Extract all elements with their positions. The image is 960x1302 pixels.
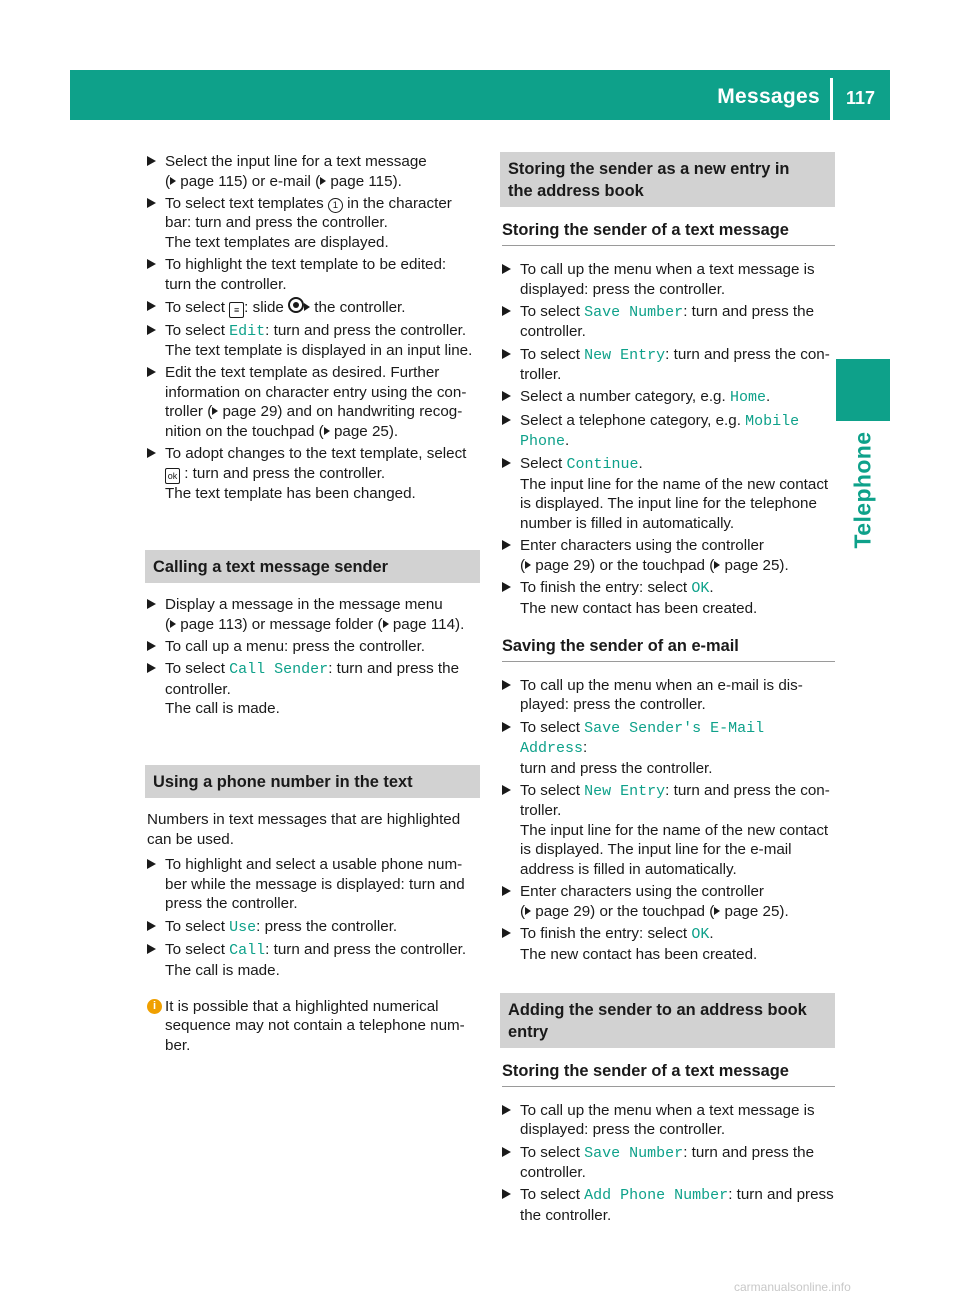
step-arrow-icon [147, 367, 156, 377]
step-select-call: To select Call: turn and press the controller. The call is made. [147, 940, 480, 980]
menu-item-continue: Continue [566, 456, 639, 474]
step-edit-template: Edit the text template as desired. Further information on character entry using the con- troller ( page 29) and on handwriting recog- nition on the touchpad ( page 25). [147, 363, 480, 441]
step-save-sender-email: To select Save Sender's E-Mail Address: turn and press the controller. [502, 718, 835, 779]
step-call-up-menu-text-2: To call up the menu when a text message is displayed: press the controller. [502, 1101, 835, 1140]
paragraph-highlighted-numbers: Numbers in text messages that are highlighted can be used. [147, 811, 461, 848]
page-number: 117 [846, 88, 876, 108]
step-save-number-2: To select Save Number: turn and press the controller. [502, 1143, 835, 1183]
step-arrow-icon [147, 921, 156, 931]
menu-item-save-number: Save Number [584, 303, 684, 321]
step-arrow-icon [147, 944, 156, 954]
ok-button-icon: ok [165, 468, 180, 484]
step-arrow-icon [502, 785, 511, 795]
step-new-entry-email: To select New Entry: turn and press the con- troller. The input line for the name of the new contact is displayed. The input line for the e-mail address is filled in automatically. [502, 781, 835, 880]
step-arrow-icon [502, 415, 511, 425]
menu-item-mobile-phone: Mobile [745, 412, 800, 430]
step-new-entry: To select New Entry: turn and press the con- troller. [502, 345, 835, 385]
step-continue: Select Continue. The input line for the name of the new contact is displayed. The input line for the telephone number is filled in automatically. [502, 454, 835, 533]
step-select-edit: To select Edit: turn and press the controller. The text template is displayed in an input line. [147, 321, 480, 361]
left-column [147, 152, 480, 1055]
section-title: Messages [717, 85, 820, 108]
menu-item-use: Use [229, 918, 257, 936]
menu-item-mobile-phone-cont: Phone [520, 433, 566, 451]
chapter-tab-marker [836, 359, 890, 421]
step-arrow-icon [502, 680, 511, 690]
step-arrow-icon [147, 859, 156, 869]
step-telephone-category: Select a telephone category, e.g. Mobile Phone. [502, 411, 835, 452]
menu-item-ok: OK [691, 580, 710, 598]
step-finish-entry: To finish the entry: select OK. The new contact has been created. [502, 578, 835, 618]
step-display-message: Display a message in the message menu ( page 113) or message folder ( page 114). [147, 595, 480, 634]
subheading-text-message-2: Storing the sender of a text message [502, 1060, 835, 1087]
header-divider [830, 78, 833, 120]
subheading-email: Saving the sender of an e-mail [502, 635, 835, 662]
step-arrow-icon [502, 722, 511, 732]
step-arrow-icon [502, 458, 511, 468]
heading-new-entry: Storing the sender as a new entry in the address book [500, 152, 835, 207]
step-arrow-icon [502, 264, 511, 274]
menu-item-new-entry: New Entry [584, 346, 666, 364]
callout-1-icon: 1 [328, 198, 343, 213]
step-select-input-line: Select the input line for a text message ( page 115) or e-mail ( page 115). [147, 152, 480, 191]
step-arrow-icon [147, 301, 156, 311]
step-arrow-icon [147, 599, 156, 609]
controller-icon [288, 297, 304, 313]
menu-item-call-sender: Call Sender [229, 661, 329, 679]
step-number-category: Select a number category, e.g. Home. [502, 387, 835, 408]
step-enter-characters-email: Enter characters using the controller ( page 29) or the touchpad ( page 25). [502, 882, 835, 921]
step-arrow-icon [502, 1189, 511, 1199]
step-finish-entry-email: To finish the entry: select OK. The new contact has been created. [502, 924, 835, 964]
heading-add-to-entry: Adding the sender to an address book entry [500, 993, 835, 1048]
step-save-number: To select Save Number: turn and press the controller. [502, 302, 835, 342]
step-arrow-icon [502, 886, 511, 896]
heading-using-phone-number: Using a phone number in the text [145, 765, 480, 798]
step-call-sender: To select Call Sender: turn and press the controller. The call is made. [147, 659, 480, 719]
subheading-text-message: Storing the sender of a text message [502, 219, 835, 246]
menu-item-home: Home [729, 389, 766, 407]
page-header [70, 70, 890, 120]
options-menu-icon: ≡ [229, 302, 244, 318]
step-arrow-icon [502, 928, 511, 938]
step-enter-characters: Enter characters using the controller ( page 29) or the touchpad ( page 25). [502, 536, 835, 575]
info-note: i It is possible that a highlighted numerical sequence may not contain a telephone num- ber. [147, 997, 480, 1056]
heading-calling-sender: Calling a text message sender [145, 550, 480, 583]
right-column [502, 152, 835, 1228]
step-arrow-icon [502, 1105, 511, 1115]
step-arrow-icon [502, 306, 511, 316]
menu-item-save-number: Save Number [584, 1144, 684, 1162]
step-select-templates: To select text templates 1 in the character bar: turn and press the controller. The text templates are displayed. [147, 194, 480, 253]
step-arrow-icon [147, 259, 156, 269]
step-arrow-icon [147, 448, 156, 458]
step-call-up-menu: To call up a menu: press the controller. [147, 637, 480, 657]
step-arrow-icon [147, 641, 156, 651]
step-arrow-icon [147, 663, 156, 673]
step-arrow-icon [502, 582, 511, 592]
step-arrow-icon [502, 1147, 511, 1157]
step-arrow-icon [147, 156, 156, 166]
menu-item-add-phone-number: Add Phone Number [584, 1187, 729, 1205]
step-call-up-menu-text: To call up the menu when a text message is displayed: press the controller. [502, 260, 835, 299]
step-highlight-number: To highlight and select a usable phone num- ber while the message is displayed: turn and press the controller. [147, 855, 480, 914]
menu-item-call: Call [229, 942, 266, 960]
info-icon: i [147, 999, 162, 1014]
step-arrow-icon [502, 540, 511, 550]
step-adopt-changes: To adopt changes to the text template, select ok : turn and press the controller. The text template has been changed. [147, 444, 480, 503]
step-select-use: To select Use: press the controller. [147, 917, 480, 938]
step-arrow-icon [502, 349, 511, 359]
step-call-up-menu-email: To call up the menu when an e-mail is dis- played: press the controller. [502, 676, 835, 715]
menu-item-new-entry: New Entry [584, 782, 666, 800]
step-arrow-icon [147, 325, 156, 335]
step-arrow-icon [147, 198, 156, 208]
step-add-phone-number: To select Add Phone Number: turn and press the controller. [502, 1185, 835, 1225]
menu-item-edit: Edit [229, 322, 266, 340]
step-select-options: To select ≡ : slide the controller. [147, 297, 480, 318]
step-highlight-template: To highlight the text template to be edited: turn the controller. [147, 255, 480, 294]
step-arrow-icon [502, 391, 511, 401]
chapter-tab-label: Telephone [849, 431, 876, 549]
watermark: carmanualsonline.info [734, 1280, 851, 1294]
menu-item-save-sender-email: Save Sender's E-Mail Address [520, 719, 765, 758]
menu-item-ok: OK [691, 926, 710, 944]
